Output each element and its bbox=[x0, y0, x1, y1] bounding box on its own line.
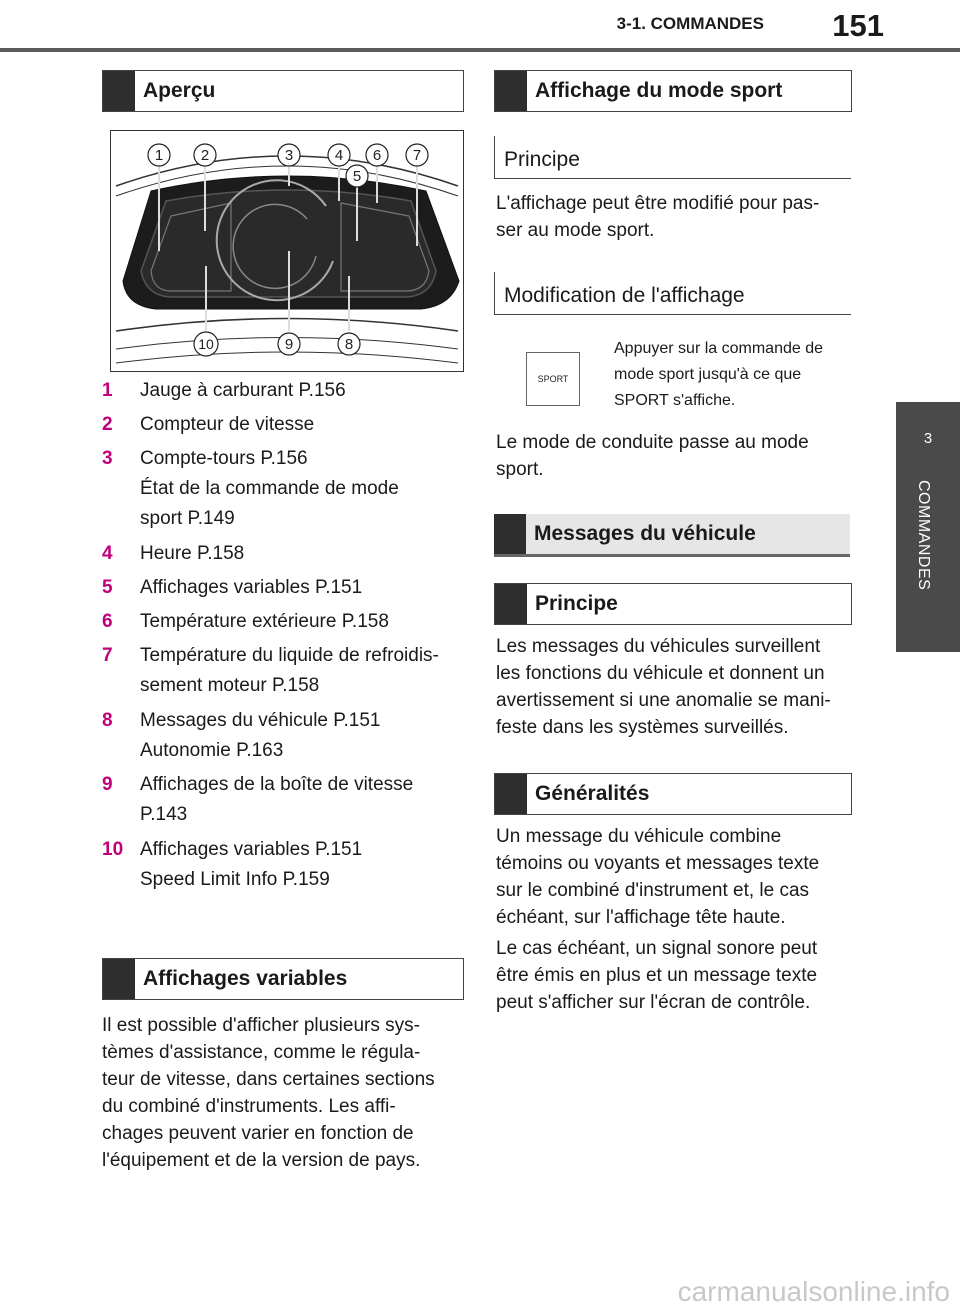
callout-9-label: 9 bbox=[284, 336, 294, 353]
legend-text: Compte-tours P.156 bbox=[140, 448, 308, 469]
instrument-cluster-illustration bbox=[111, 131, 463, 371]
legend-text: État de la commande de mode bbox=[140, 478, 399, 499]
heading-principe-text: Principe bbox=[535, 592, 618, 615]
legend-number: 2 bbox=[102, 414, 113, 435]
para-line: être émis en plus et un message texte bbox=[496, 965, 818, 986]
para-line: SPORT s'affiche. bbox=[614, 392, 736, 409]
legend-text: sement moteur P.158 bbox=[140, 675, 320, 696]
callout-8-label: 8 bbox=[344, 336, 354, 353]
heading-messages-vehicule bbox=[494, 514, 850, 557]
para-line: peut s'afficher sur l'écran de contrôle. bbox=[496, 992, 811, 1013]
sport-button-icon: SPORT bbox=[526, 352, 580, 406]
legend-text: Jauge à carburant P.156 bbox=[140, 380, 346, 401]
legend-number: 1 bbox=[102, 380, 113, 401]
callout-10-label: 10 bbox=[198, 336, 214, 352]
subheading-modification bbox=[494, 272, 851, 315]
para-line: Un message du véhicule combine bbox=[496, 826, 782, 847]
para-line: avertissement si une anomalie se mani- bbox=[496, 690, 831, 711]
legend-number: 5 bbox=[102, 577, 113, 598]
para-line: les fonctions du véhicule et donnent un bbox=[496, 663, 825, 684]
legend-text: Température du liquide de refroidis- bbox=[140, 645, 439, 666]
chapter-tab-label: COMMANDES bbox=[915, 480, 932, 591]
para-line: mode sport jusqu'à ce que bbox=[614, 366, 802, 383]
para-line: sport. bbox=[496, 459, 544, 480]
legend-text: Affichages variables P.151 bbox=[140, 839, 363, 860]
para-line: Appuyer sur la commande de bbox=[614, 340, 823, 357]
legend-text: Messages du véhicule P.151 bbox=[140, 710, 381, 731]
mode-paragraph bbox=[496, 429, 809, 483]
legend-number: 8 bbox=[102, 710, 113, 731]
callout-2-label: 2 bbox=[200, 147, 210, 164]
subheading-principe bbox=[494, 136, 851, 179]
header-divider bbox=[0, 48, 960, 52]
heading-sport-text: Affichage du mode sport bbox=[535, 79, 783, 102]
heading-principe bbox=[494, 583, 852, 625]
para-line: L'affichage peut être modifié pour pas- bbox=[496, 193, 820, 214]
para-line: Le cas échéant, un signal sonore peut bbox=[496, 938, 818, 959]
heading-generalites-text: Généralités bbox=[535, 782, 650, 805]
callout-4-label: 4 bbox=[334, 147, 344, 164]
callout-7-label: 7 bbox=[412, 147, 422, 164]
generalites-paragraph-2 bbox=[496, 935, 817, 1016]
para-line: Les messages du véhicules surveillent bbox=[496, 636, 821, 657]
legend-number: 6 bbox=[102, 611, 113, 632]
para-line: du combiné d'instruments. Les affi- bbox=[102, 1096, 396, 1117]
legend-number: 4 bbox=[102, 543, 113, 564]
legend-text: Affichages variables P.151 bbox=[140, 577, 363, 598]
page-number: 151 bbox=[832, 8, 884, 43]
legend-text: Compteur de vitesse bbox=[140, 414, 315, 435]
heading-bar bbox=[495, 584, 527, 624]
heading-generalites bbox=[494, 773, 852, 815]
para-line: sur le combiné d'instrument et, le cas bbox=[496, 880, 810, 901]
para-line: témoins ou voyants et messages texte bbox=[496, 853, 820, 874]
callout-1-label: 1 bbox=[154, 147, 164, 164]
heading-affichages-variables bbox=[102, 958, 464, 1000]
heading-bar bbox=[494, 514, 526, 554]
generalites-paragraph-1 bbox=[496, 823, 819, 931]
para-line: Il est possible d'afficher plusieurs sys- bbox=[102, 1015, 420, 1036]
legend-text: Température extérieure P.158 bbox=[140, 611, 389, 632]
heading-affichages-text: Affichages variables bbox=[143, 967, 348, 990]
affichages-paragraph bbox=[102, 1012, 435, 1174]
legend-number: 9 bbox=[102, 774, 113, 795]
messages-paragraph bbox=[496, 633, 831, 741]
heading-bar bbox=[495, 71, 527, 111]
para-line: ser au mode sport. bbox=[496, 220, 655, 241]
instrument-cluster-figure bbox=[110, 130, 464, 372]
heading-apercu bbox=[102, 70, 464, 112]
legend-number: 3 bbox=[102, 448, 113, 469]
callout-3-label: 3 bbox=[284, 147, 294, 164]
para-line: tèmes d'assistance, comme le régula- bbox=[102, 1042, 421, 1063]
legend-text: sport P.149 bbox=[140, 508, 235, 529]
section-title: 3-1. COMMANDES bbox=[616, 14, 764, 33]
heading-bar bbox=[495, 774, 527, 814]
para-line: chages peuvent varier en fonction de bbox=[102, 1123, 414, 1144]
legend-number: 7 bbox=[102, 645, 113, 666]
legend-text: Heure P.158 bbox=[140, 543, 245, 564]
legend-text: Affichages de la boîte de vitesse bbox=[140, 774, 414, 795]
sport-button-description bbox=[614, 336, 823, 414]
subheading-modification-text: Modification de l'affichage bbox=[504, 284, 745, 307]
legend-number: 10 bbox=[102, 839, 124, 860]
subheading-principe-text: Principe bbox=[504, 148, 580, 171]
principe-paragraph bbox=[496, 190, 819, 244]
chapter-tab-number: 3 bbox=[923, 430, 933, 447]
heading-messages-text: Messages du véhicule bbox=[534, 522, 756, 545]
heading-bar bbox=[103, 959, 135, 999]
para-line: l'équipement et de la version de pays. bbox=[102, 1150, 421, 1171]
heading-bar bbox=[103, 71, 135, 111]
legend-text: P.143 bbox=[140, 804, 188, 825]
para-line: échéant, sur l'affichage tête haute. bbox=[496, 907, 786, 928]
legend-text: Autonomie P.163 bbox=[140, 740, 284, 761]
legend-text: Speed Limit Info P.159 bbox=[140, 869, 330, 890]
para-line: feste dans les systèmes surveillés. bbox=[496, 717, 789, 738]
heading-affichage-mode-sport bbox=[494, 70, 852, 112]
callout-5-label: 5 bbox=[352, 168, 362, 185]
heading-apercu-text: Aperçu bbox=[143, 79, 216, 102]
para-line: Le mode de conduite passe au mode bbox=[496, 432, 809, 453]
para-line: teur de vitesse, dans certaines sections bbox=[102, 1069, 435, 1090]
watermark: carmanualsonline.info bbox=[677, 1276, 950, 1307]
callout-6-label: 6 bbox=[372, 147, 382, 164]
